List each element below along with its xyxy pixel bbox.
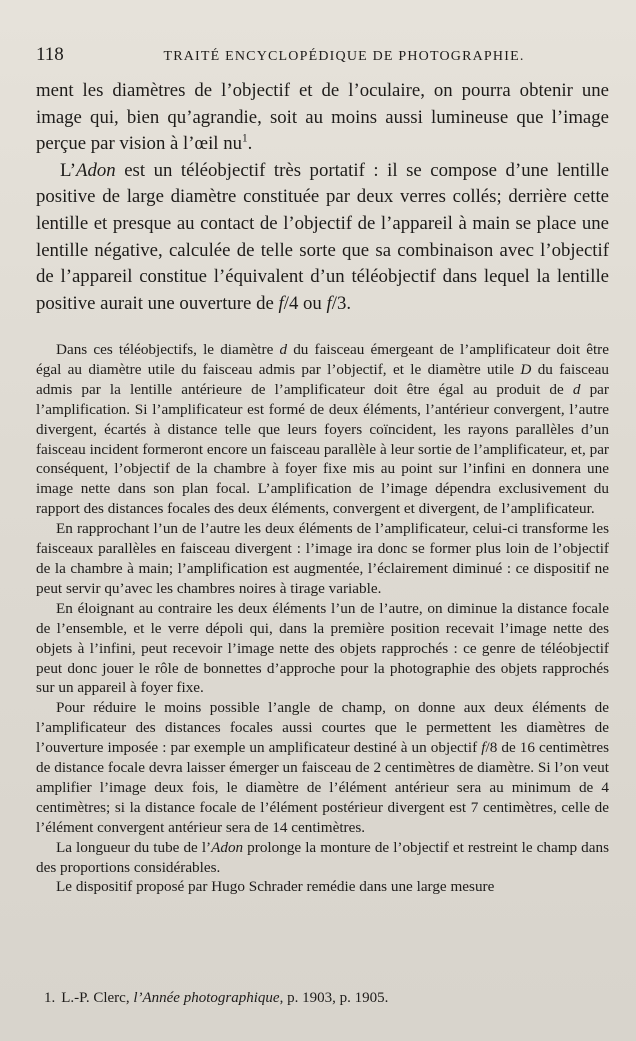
page-header: [36, 44, 602, 66]
paragraph: Dans ces téléobjectifs, le diamètre d du faisceau émergeant de l’amplificateur doit être égal au diamètre utile du faisceau admis par l’objectif, et le diamètre utile D du faisceau admis par la lentille antérieure de l’amplificateur doit être égal au produit de d par l’amplification. Si l’amplificateur est formé de deux éléments, l’antérieur convergent, l’autre divergent, écartés à distance telle que leurs foyers coïncident, les rayons parallèles d’un faisceau incident formeront encore un faisceau parallèle à leur sortie de l’amplificateur, et, par conséquent, l’objectif de la chambre à foyer fixe mis au point sur l’infini en donnera une image nette dans son plan focal. L’amplification de l’image dépendra exclusivement du rapport des distances focales des deux éléments, convergent et divergent, de l’amplificateur.: [36, 341, 609, 518]
paragraph: Pour réduire le moins possible l’angle de champ, on donne aux deux éléments de l’amplificateur des distances focales aussi courtes que le permettent les diamètres de l’ouverture imposée : par exemple un amplificateur destiné à un objectif f/8 de 16 centimètres de distance focale devra laisser émerger un faisceau de 2 centimètres de diamètre. Si l’on veut amplifier l’image deux fois, le diamètre de l’élément antérieur sera au minimum de 4 centimètres; si la distance focale de l’élément postérieur divergent est 7 centimètres, celle de l’élément convergent antérieur sera de 14 centimètres.: [36, 699, 609, 836]
paragraph: L’Adon est un téléobjectif très portatif : il se compose d’une lentille positive de large diamètre constituée par deux verres collés; derrière cette lentille et presque au contact de l’objectif de l’appareil à main se place une lentille négative, calculée de telle sorte que sa combinaison avec l’objectif de l’appareil constitue l’équivalent d’un téléobjectif dans lequel la lentille positive aurait une ouverture de f/4 ou f/3.: [36, 159, 609, 314]
paragraph: ment les diamètres de l’objectif et de l’oculaire, on pourra obtenir une image qui, bien qu’agrandie, soit au moins aussi lumineuse que l’image perçue par vision à l’œil $nu^1$.: [36, 80, 609, 155]
paragraph: En éloignant au contraire les deux éléments l’un de l’autre, on diminue la distance focale de l’ensemble, et le verre dépoli qui, dans la première position recevait l’image nette des objets à l’infini, peut recevoir l’image nette des objets rapprochés : ce genre de téléobjectif peut donc jouer le rôle de bonnettes d’approche pour la photographie des objets rapprochés sur un appareil à foyer fixe.: [36, 599, 609, 697]
running-head: TRAITÉ ENCYCLOPÉDIQUE DE PHOTOGRAPHIE.: [163, 49, 525, 64]
paragraph: Le dispositif proposé par Hugo Schrader remédie dans une large mesure: [56, 878, 495, 896]
footnote: 1. L.-P. Clerc, l’Année photographique, p. 1903, p. 1905.: [44, 990, 389, 1006]
footnote-reference[interactable]: 1: [242, 132, 248, 145]
main-text: [36, 78, 609, 317]
small-print-text: [36, 340, 609, 897]
page-number: 118: [36, 44, 64, 65]
paragraph: En rapprochant l’un de l’autre les deux éléments de l’amplificateur, celui-ci transforme les faisceaux parallèles en faisceau divergent : l’image ira donc se former plus loin de l’objectif de la chambre à main; l’amplification est augmentée, l’éclairement diminué : ce dispositif ne peut servir qu’avec les chambres noires à tirage variable.: [36, 520, 609, 597]
footnote-number: 1.: [44, 990, 56, 1006]
paragraph: La longueur du tube de l’Adon prolonge la monture de l’objectif et restreint le champ dans des proportions considérables.: [36, 838, 609, 876]
footnote-title: l’Année photographique: [133, 990, 280, 1006]
